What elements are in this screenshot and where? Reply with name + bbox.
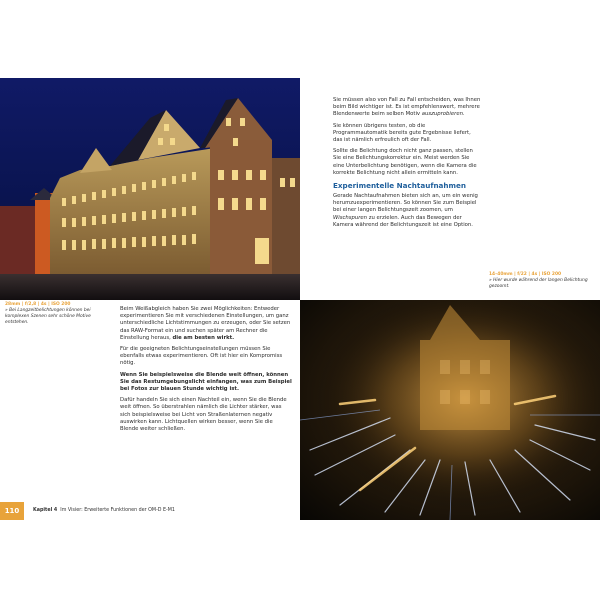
right-paragraph-4-italic: Wischspuren [333, 214, 368, 221]
night-building-illustration [0, 78, 300, 300]
zoom-burst-illustration [300, 300, 600, 520]
left-paragraph-1 [120, 306, 292, 342]
chapter-title: Im Visier: Erweiterte Funktionen der OM-D E-M1 [60, 508, 175, 513]
left-paragraph-3-bold: Wenn Sie beispielsweise die Blende weit öffnen, können Sie das Restumgebungslicht einfangen, was zum Beispiel bei Fotos zur blauen Stunde wichtig ist. [120, 371, 292, 393]
chapter-reference [33, 508, 175, 513]
night-building-photo [0, 78, 300, 300]
bottom-photo-caption [489, 272, 589, 290]
left-paragraph-2: Für die geeigneten Belichtungseinstellungen müssen Sie ebenfalls etwas experimentieren. Oft ist hier ein Kompromiss nötig. [120, 346, 283, 367]
right-paragraph-1 [333, 97, 481, 119]
left-paragraph-3 [120, 372, 292, 394]
page-number: 110 [0, 502, 24, 520]
section-heading: Experimentelle Nachtaufnahmen [333, 181, 467, 191]
zoom-burst-photo [300, 300, 600, 520]
top-photo-exif: 28mm | f/2,8 | 4s | ISO 200 [5, 302, 71, 307]
chapter-label: Kapitel 4 [33, 508, 58, 513]
right-paragraph-4-text-end: zu erzielen. Auch das Bewegen der Kamera während der Belichtungszeit ist eine Option. [333, 214, 473, 228]
right-paragraph-4-text: Gerade Nachtaufnahmen bieten sich an, um ein wenig herumzuexperimentieren. So können Sie zum Beispiel bei einer langen Belichtungszeit zoomen, um [333, 193, 478, 214]
left-text-column [120, 306, 292, 437]
top-photo-caption-text: » Bei Langzeitbelichtungen können bei komplexen Szenen sehr schöne Motive entstehen. [5, 308, 91, 325]
top-photo-caption [5, 302, 113, 326]
left-paragraph-4: Dafür handeln Sie sich einen Nachteil ein, wenn Sie die Blende weit öffnen. So überstrahlen nämlich die Lichter stärker, was sich beispielsweise bei Licht von Straßenlaternen negativ auswirken kann. Lichtquellen wirken besser, wenn Sie die Blende weiter schließen. [120, 397, 287, 433]
right-paragraph-4 [333, 193, 481, 229]
right-paragraph-3: Sollte die Belichtung doch nicht ganz passen, stellen Sie eine Belichtungskorrektur ein. Meist werden Sie eine Unterbelichtung benötigen, wenn die Kamera die korrekte Belichtung nicht allein ermitteln kann. [333, 148, 477, 176]
right-paragraph-2: Sie können übrigens testen, ob die Programmautomatik bereits gute Ergebnisse liefert, das ist nämlich erfreulich oft der Fall. [333, 122, 471, 144]
bottom-photo-exif: 14–40mm | f/22 | 4s | ISO 200 [489, 272, 562, 277]
bottom-photo-caption-text: » Hier wurde während der langen Belichtung gezoomt. [489, 278, 588, 289]
left-paragraph-1-bold: die am besten wirkt. [172, 334, 235, 341]
right-paragraph-1-italic: auszuprobieren. [421, 111, 465, 118]
page-footer [0, 502, 300, 520]
left-paragraph-1-text: Beim Weißabgleich haben Sie zwei Möglichkeiten: Entweder experimentieren Sie mit verschiedenen Einstellungen, um ganz unterschiedliche Lichtstimmungen zu erzeugen, oder Sie setzen das RAW-Format ein und suchen später am Rechner die Einstellung heraus, [120, 306, 291, 341]
right-paragraph-1-text: Sie müssen also von Fall zu Fall entscheiden, was Ihnen beim Bild wichtiger ist. Es ist empfehlenswert, mehrere Blendenwerte beim selben Motiv [333, 97, 481, 118]
right-text-column [333, 97, 481, 233]
